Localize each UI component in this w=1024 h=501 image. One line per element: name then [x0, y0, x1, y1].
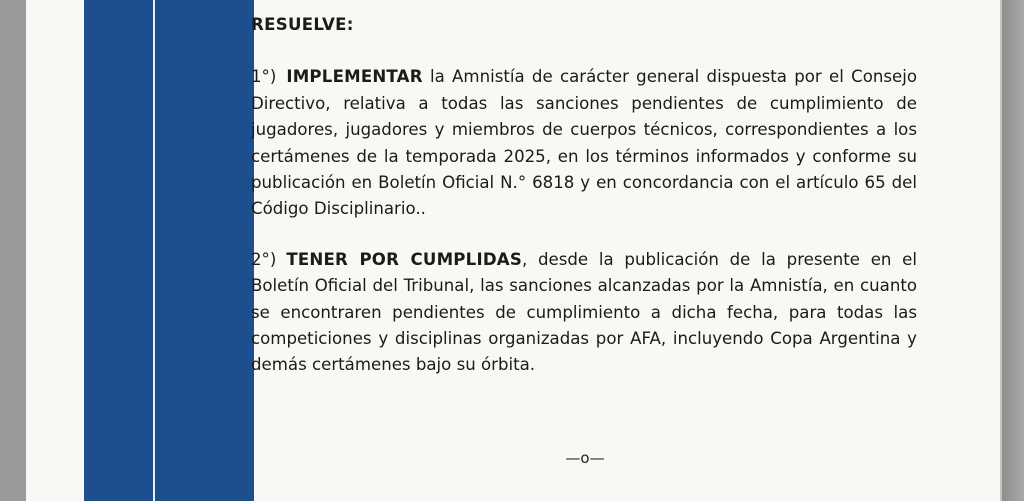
clause-2-keyword: TENER POR CUMPLIDAS	[286, 249, 522, 269]
clause-1-number: 1°)	[251, 67, 277, 87]
viewer-background-right	[1002, 0, 1024, 501]
clause-1-keyword: IMPLEMENTAR	[286, 67, 423, 87]
clause-1	[251, 64, 917, 222]
blue-side-stripe	[84, 0, 254, 501]
clause-2	[251, 247, 917, 379]
clause-1-text: la Amnistía de carácter general dispuesta por el Consejo Directivo, relativa a todas las sanciones pendientes de cumplimiento de jugadores, jugadores y miembros de cuerpos técnicos, correspondientes a los certámenes de la temporada 2025, en los términos informados y conforme su publicación en Boletín Oficial N.° 6818 y en concordancia con el artículo 65 del Código Disciplinario..	[251, 67, 917, 219]
resolution-heading: RESUELVE:	[251, 15, 354, 34]
end-of-document-mark: —o—	[565, 449, 605, 467]
clause-2-number: 2°)	[251, 249, 277, 269]
stripe-divider-line	[153, 0, 155, 501]
clause-2-text: , desde la publicación de la presente en el Boletín Oficial del Tribunal, las sanciones alcanzadas por la Amnistía, en cuanto se encontraren pendientes de cumplimiento a dicha fecha, para todas las competiciones y disciplinas organizadas por AFA, incluyendo Copa Argentina y demás certámenes bajo su órbita.	[251, 249, 917, 375]
document-body	[251, 12, 917, 403]
